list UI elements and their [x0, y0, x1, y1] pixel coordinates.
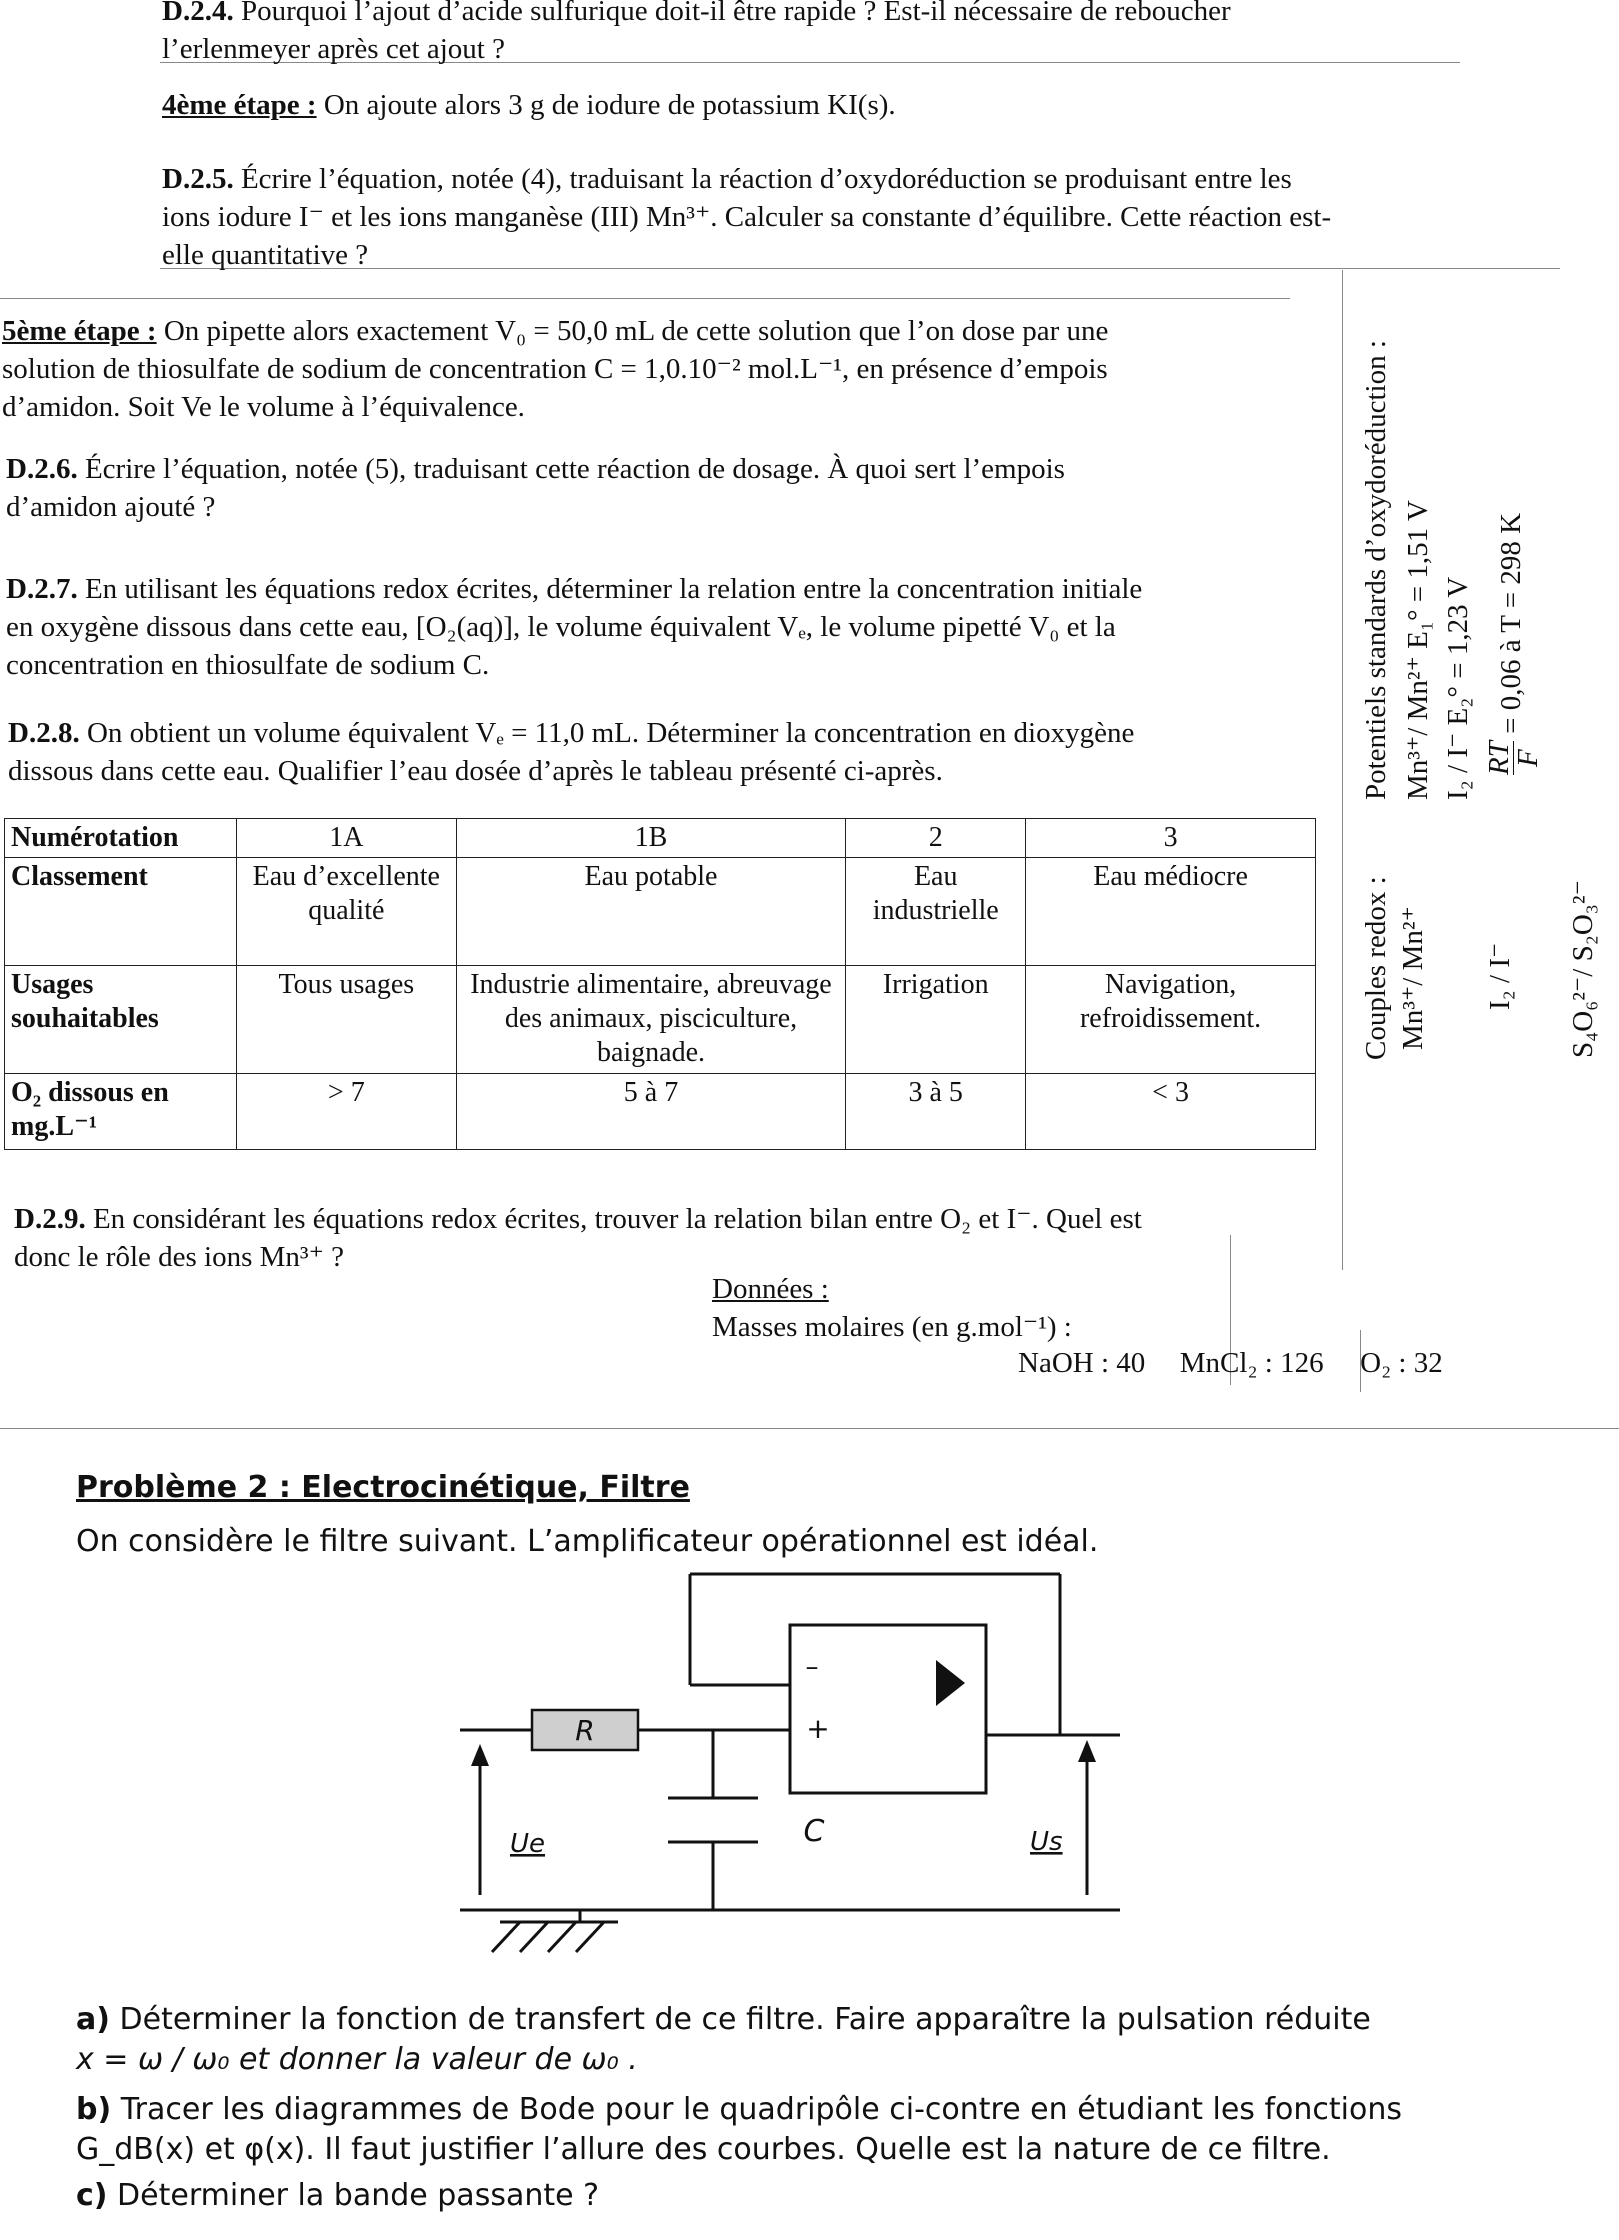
table-row	[5, 1074, 1316, 1150]
molar-mass-o2: O₂ : 32	[1360, 1347, 1443, 1379]
op-amp-plus-label: +	[806, 1712, 830, 1745]
question-c	[76, 2176, 1526, 2216]
ground-symbol	[548, 1922, 576, 1952]
data-box	[712, 1270, 1472, 1346]
ground-symbol	[520, 1922, 548, 1952]
question-text: elle quantitative ?	[162, 239, 369, 271]
table-cell: Eau industrielle	[846, 858, 1026, 966]
redox-couple: Mn³⁺/ Mn²⁺	[1397, 906, 1429, 1050]
question-label: D.2.8.	[8, 717, 80, 749]
question-b	[76, 2090, 1526, 2170]
table-cell: 3	[1026, 819, 1316, 858]
arrow-head	[471, 1744, 489, 1766]
question-d27	[6, 570, 1301, 684]
water-quality-table	[4, 818, 1316, 1150]
rt-over-f-text: = 0,06 à T = 298 K	[1495, 512, 1528, 734]
arrow-head	[1078, 1740, 1096, 1762]
fraction-denominator: F	[1512, 749, 1544, 767]
separator-line	[1342, 270, 1343, 1270]
table-cell: Eau d’excellente qualité	[236, 858, 456, 966]
ground-symbol	[576, 1922, 604, 1952]
table-cell: 3 à 5	[846, 1074, 1026, 1150]
standard-potentials-title: Potentiels standards d’oxydoréduction :	[1360, 340, 1392, 800]
table-cell: > 7	[236, 1074, 456, 1150]
redox-couples-title: Couples redox :	[1360, 876, 1392, 1060]
rt-over-f-value	[1485, 513, 1542, 775]
question-text: l’erlenmeyer après cet ajout ?	[162, 33, 505, 65]
capacitor-label: C	[803, 1814, 825, 1849]
question-text: ions iodure I⁻ et les ions manganèse (III) Mn³⁺. Calculer sa constante d’équilibre. Cette réaction est-	[162, 201, 1332, 233]
table-row-header: O₂ dissous en mg.L⁻¹	[5, 1074, 237, 1150]
output-voltage-label: Us	[1030, 1827, 1063, 1857]
question-label: a)	[76, 2002, 110, 2037]
step-text: On pipette alors exactement V₀ = 50,0 mL de cette solution que l’on dose par une	[163, 315, 1109, 347]
question-label: D.2.5.	[162, 163, 234, 195]
question-label: D.2.9.	[14, 1203, 86, 1235]
question-label: b)	[76, 2092, 112, 2127]
ground-symbol	[492, 1922, 520, 1952]
question-label: D.2.6.	[6, 453, 78, 485]
question-text: Déterminer la bande passante ?	[117, 2178, 600, 2213]
question-text: concentration en thiosulfate de sodium C.	[6, 649, 490, 681]
step-4	[162, 86, 1452, 124]
question-text: En considérant les équations redox écrites, trouver la relation bilan entre O₂ et I⁻. Quel est	[92, 1203, 1142, 1235]
step-label: 5ème étape :	[2, 315, 157, 347]
resistor-label: R	[575, 1714, 595, 1747]
separator-line	[0, 1428, 1619, 1429]
table-cell: Industrie alimentaire, abreuvage des animaux, pisciculture, baignade.	[456, 966, 846, 1074]
table-row	[5, 966, 1316, 1074]
question-d25	[162, 160, 1462, 274]
table-row	[5, 819, 1316, 858]
step-text: On ajoute alors 3 g de iodure de potassium KI(s).	[323, 89, 896, 121]
standard-potential: Mn³⁺/ Mn²⁺ E₁° = 1,51 V	[1402, 500, 1434, 800]
step-text: d’amidon. Soit Ve le volume à l’équivalence.	[2, 391, 525, 423]
question-label: c)	[76, 2178, 108, 2213]
molar-mass-naoh: NaOH : 40	[1018, 1347, 1146, 1379]
molar-mass-title: Masses molaires (en g.mol⁻¹) :	[712, 1311, 1072, 1343]
input-voltage-label: Ue	[510, 1829, 546, 1859]
question-a	[76, 2000, 1526, 2080]
table-cell: Navigation, refroidissement.	[1026, 966, 1316, 1074]
separator-line	[0, 298, 1290, 299]
table-cell: 5 à 7	[456, 1074, 846, 1150]
molar-mass-mncl2: MnCl₂ : 126	[1179, 1347, 1324, 1379]
table-row-header: Numérotation	[5, 819, 237, 858]
fraction-numerator: RT	[1483, 741, 1515, 775]
question-text: En utilisant les équations redox écrites, déterminer la relation entre la concentration initiale	[84, 573, 1143, 605]
filter-circuit-diagram	[440, 1560, 1140, 1990]
question-d29	[14, 1200, 1314, 1276]
question-d24	[162, 0, 1452, 68]
op-amp-triangle-icon	[936, 1660, 965, 1706]
table-cell: 1B	[456, 819, 846, 858]
question-label: D.2.7.	[6, 573, 78, 605]
table-cell: 1A	[236, 819, 456, 858]
question-text: Écrire l’équation, notée (5), traduisant cette réaction de dosage. À quoi sert l’empois	[84, 453, 1065, 485]
question-text: d’amidon ajouté ?	[6, 491, 216, 523]
fraction	[1485, 741, 1542, 775]
question-text: Pourquoi l’ajout d’acide sulfurique doit-il être rapide ? Est-il nécessaire de reboucher	[240, 0, 1231, 27]
question-text: donc le rôle des ions Mn³⁺ ?	[14, 1241, 345, 1273]
table-cell: Irrigation	[846, 966, 1026, 1074]
problem2-title: Problème 2 : Electrocinétique, Filtre	[76, 1470, 690, 1505]
data-title: Données :	[712, 1273, 829, 1305]
step-label: 4ème étape :	[162, 89, 317, 121]
table-cell: 2	[846, 819, 1026, 858]
op-amp-minus-label: –	[805, 1652, 819, 1682]
table-cell: Eau médiocre	[1026, 858, 1316, 966]
question-text: Écrire l’équation, notée (4), traduisant la réaction d’oxydoréduction se produisant entre les	[240, 163, 1292, 195]
question-label: D.2.4.	[162, 0, 234, 27]
standard-potential: I₂ / I⁻ E₂° = 1,23 V	[1442, 576, 1474, 800]
question-text: Tracer les diagrammes de Bode pour le quadripôle ci-contre en étudiant les fonctions	[120, 2092, 1402, 2127]
separator-line	[1360, 1330, 1361, 1392]
redox-couple: S₄O₆²⁻/ S₂O₃²⁻	[1567, 880, 1599, 1058]
question-text: Déterminer la fonction de transfert de ce filtre. Faire apparaître la pulsation réduite	[119, 2002, 1371, 2037]
molar-mass-values	[1018, 1344, 1478, 1382]
question-text: dissous dans cette eau. Qualifier l’eau dosée d’après le tableau présenté ci-après.	[8, 755, 943, 787]
op-amp-box	[790, 1625, 986, 1793]
question-d26	[6, 450, 1301, 526]
question-text: G_dB(x) et φ(x). Il faut justifier l’allure des courbes. Quelle est la nature de ce filtre.	[76, 2132, 1331, 2167]
table-row	[5, 858, 1316, 966]
table-cell: < 3	[1026, 1074, 1316, 1150]
problem2-intro: On considère le filtre suivant. L’amplificateur opérationnel est idéal.	[76, 1524, 1099, 1559]
question-d28	[8, 714, 1303, 790]
table-row-header: Usages souhaitables	[5, 966, 237, 1074]
question-text: On obtient un volume équivalent Vₑ = 11,0 mL. Déterminer la concentration en dioxygène	[86, 717, 1135, 749]
step-text: solution de thiosulfate de sodium de concentration C = 1,0.10⁻² mol.L⁻¹, en présence d’empois	[2, 353, 1108, 385]
table-row-header: Classement	[5, 858, 237, 966]
step-5	[2, 312, 1297, 426]
redox-couple: I₂ / I⁻	[1484, 942, 1516, 1010]
table-cell: Eau potable	[456, 858, 846, 966]
question-text: x = ω / ω₀ et donner la valeur de ω₀ .	[76, 2042, 638, 2077]
table-cell: Tous usages	[236, 966, 456, 1074]
question-text: en oxygène dissous dans cette eau, [O₂(aq)], le volume équivalent Vₑ, le volume pipetté V₀ et la	[6, 611, 1116, 643]
